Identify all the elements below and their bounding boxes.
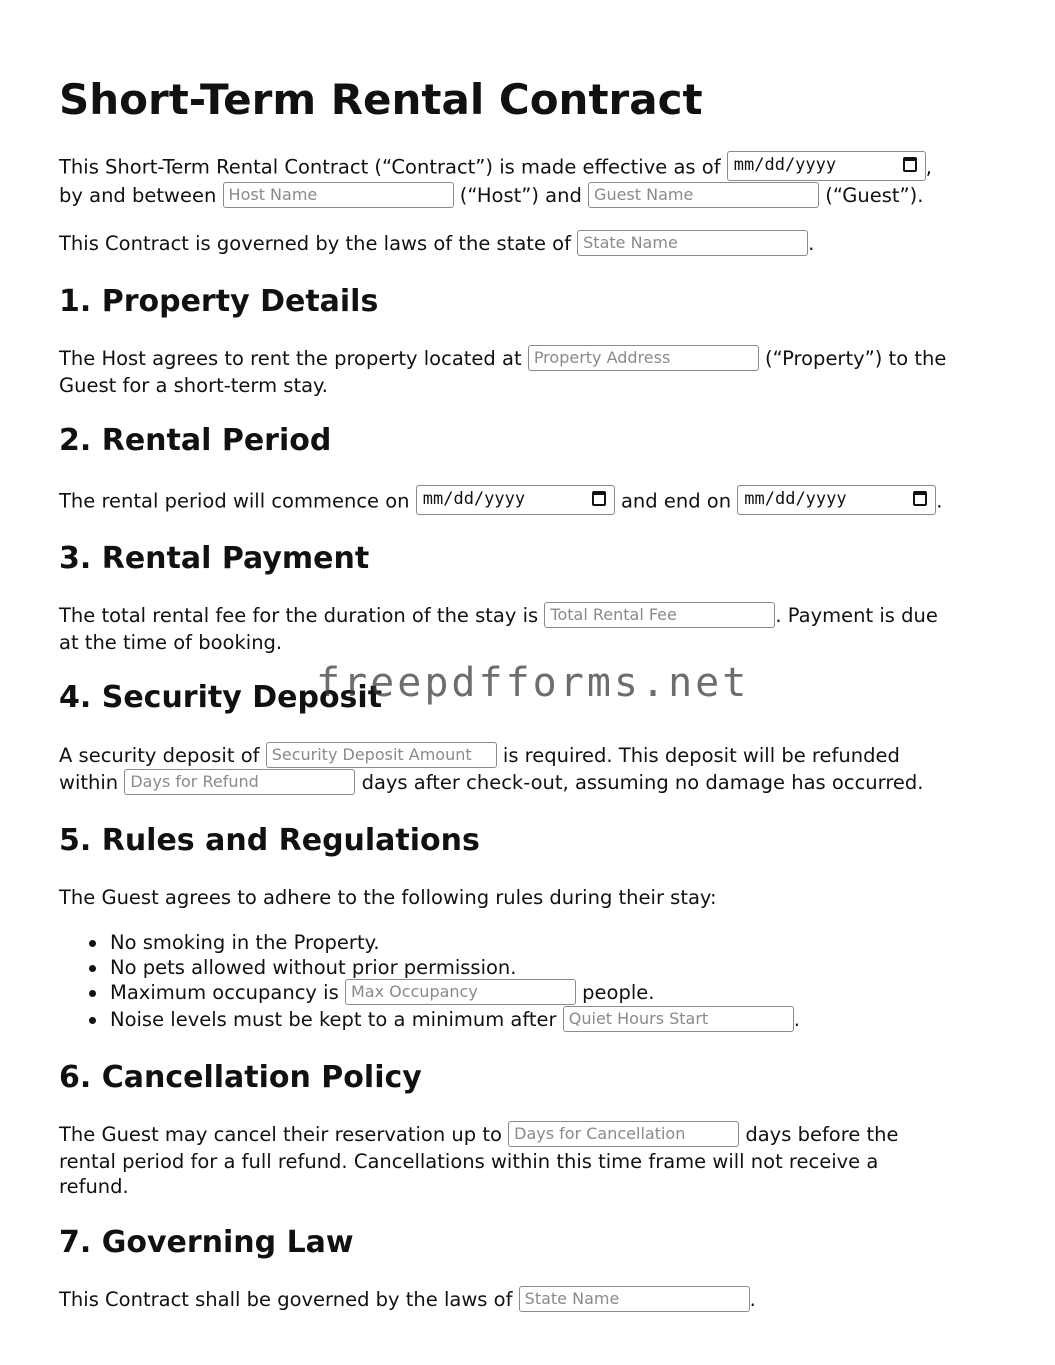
deposit-line-1 xyxy=(59,743,900,770)
cancellation-line-3: refund. xyxy=(59,1175,129,1198)
cancellation-line-2: rental period for a full refund. Cancellations within this time frame will not receive a xyxy=(59,1150,879,1173)
section-heading-rental-period: 2. Rental Period xyxy=(59,423,332,458)
rule-text: Noise levels must be kept to a minimum after xyxy=(110,1008,557,1031)
list-item xyxy=(59,955,800,980)
max-occupancy-input[interactable]: Max Occupancy xyxy=(345,979,576,1005)
section-heading-rules: 5. Rules and Regulations xyxy=(59,823,480,858)
cancellation-line-1 xyxy=(59,1122,899,1149)
section-heading-governing-law: 7. Governing Law xyxy=(59,1225,354,1260)
calendar-icon[interactable] xyxy=(913,491,927,506)
security-deposit-input[interactable]: Security Deposit Amount xyxy=(266,742,497,768)
rule-text: No pets allowed without prior permission. xyxy=(110,956,517,979)
section-text: The Guest may cancel their reservation up to xyxy=(59,1123,502,1146)
section-text: A security deposit of xyxy=(59,744,260,767)
section-text: days before the xyxy=(745,1123,899,1146)
intro-comma: , xyxy=(925,155,932,179)
rules-list xyxy=(59,930,800,1034)
effective-date-input[interactable] xyxy=(727,151,926,181)
intro-text: (“Guest”). xyxy=(825,184,924,207)
section-text: . Payment is due xyxy=(775,604,938,627)
total-rental-fee-input[interactable]: Total Rental Fee xyxy=(544,602,775,628)
date-placeholder: mm/dd/yyyy xyxy=(733,155,837,175)
rules-intro: The Guest agrees to adhere to the following rules during their stay: xyxy=(59,886,717,909)
rule-text: . xyxy=(793,1008,800,1031)
bullet-icon xyxy=(89,1017,96,1024)
section-heading-security-deposit: 4. Security Deposit xyxy=(59,680,383,715)
property-line-1 xyxy=(59,346,946,373)
payment-line-1 xyxy=(59,603,938,630)
section-heading-rental-payment: 3. Rental Payment xyxy=(59,541,370,576)
intro-text: This Short-Term Rental Contract (“Contract”) is made effective as of xyxy=(59,155,721,179)
rental-period-line xyxy=(59,487,942,517)
calendar-icon[interactable] xyxy=(903,157,917,172)
end-date-input[interactable] xyxy=(737,485,936,515)
section-heading-property: 1. Property Details xyxy=(59,284,379,319)
list-item xyxy=(59,930,800,955)
bullet-icon xyxy=(89,965,96,972)
section-heading-cancellation: 6. Cancellation Policy xyxy=(59,1060,422,1095)
calendar-icon[interactable] xyxy=(592,491,606,506)
intro-line-2 xyxy=(59,183,923,210)
bullet-icon xyxy=(89,940,96,947)
section-text: and end on xyxy=(620,489,732,513)
refund-days-input[interactable]: Days for Refund xyxy=(124,769,355,795)
list-item xyxy=(59,980,800,1006)
state-name-input[interactable]: State Name xyxy=(577,230,808,256)
section-text: The total rental fee for the duration of the stay is xyxy=(59,604,539,627)
section-period: . xyxy=(749,1288,756,1311)
section-text: (“Property”) to the xyxy=(765,347,947,370)
intro-text: This Contract is governed by the laws of the state of xyxy=(59,232,571,255)
section-text: is required. This deposit will be refunded xyxy=(502,744,900,767)
intro-text: (“Host”) and xyxy=(459,184,582,207)
rule-text: people. xyxy=(582,981,655,1004)
section-text: The Host agrees to rent the property located at xyxy=(59,347,522,370)
cancellation-days-input[interactable]: Days for Cancellation xyxy=(508,1121,739,1147)
intro-period: . xyxy=(808,232,815,255)
intro-governed-line xyxy=(59,231,814,258)
rule-text: Maximum occupancy is xyxy=(110,981,339,1004)
section-text: within xyxy=(59,771,119,794)
governing-state-input[interactable]: State Name xyxy=(519,1286,750,1312)
section-text: The rental period will commence on xyxy=(59,489,410,513)
property-address-input[interactable]: Property Address xyxy=(528,345,759,371)
quiet-hours-input[interactable]: Quiet Hours Start xyxy=(563,1006,794,1032)
list-item xyxy=(59,1006,800,1034)
host-name-input[interactable]: Host Name xyxy=(223,182,454,208)
date-placeholder: mm/dd/yyyy xyxy=(422,489,526,509)
intro-line-1 xyxy=(59,153,932,183)
governing-law-line xyxy=(59,1287,756,1314)
date-placeholder: mm/dd/yyyy xyxy=(744,489,847,509)
page-title: Short-Term Rental Contract xyxy=(59,75,703,124)
intro-text: by and between xyxy=(59,184,217,207)
payment-line-2: at the time of booking. xyxy=(59,631,283,654)
start-date-input[interactable] xyxy=(416,485,615,515)
rule-text: No smoking in the Property. xyxy=(110,931,380,954)
guest-name-input[interactable]: Guest Name xyxy=(588,182,819,208)
section-text: This Contract shall be governed by the laws of xyxy=(59,1288,513,1311)
property-line-2: Guest for a short-term stay. xyxy=(59,374,329,397)
deposit-line-2 xyxy=(59,770,923,797)
bullet-icon xyxy=(89,990,96,997)
section-period: . xyxy=(936,489,943,513)
watermark: freepdfforms.net xyxy=(316,660,750,706)
section-text: days after check-out, assuming no damage has occurred. xyxy=(361,771,924,794)
